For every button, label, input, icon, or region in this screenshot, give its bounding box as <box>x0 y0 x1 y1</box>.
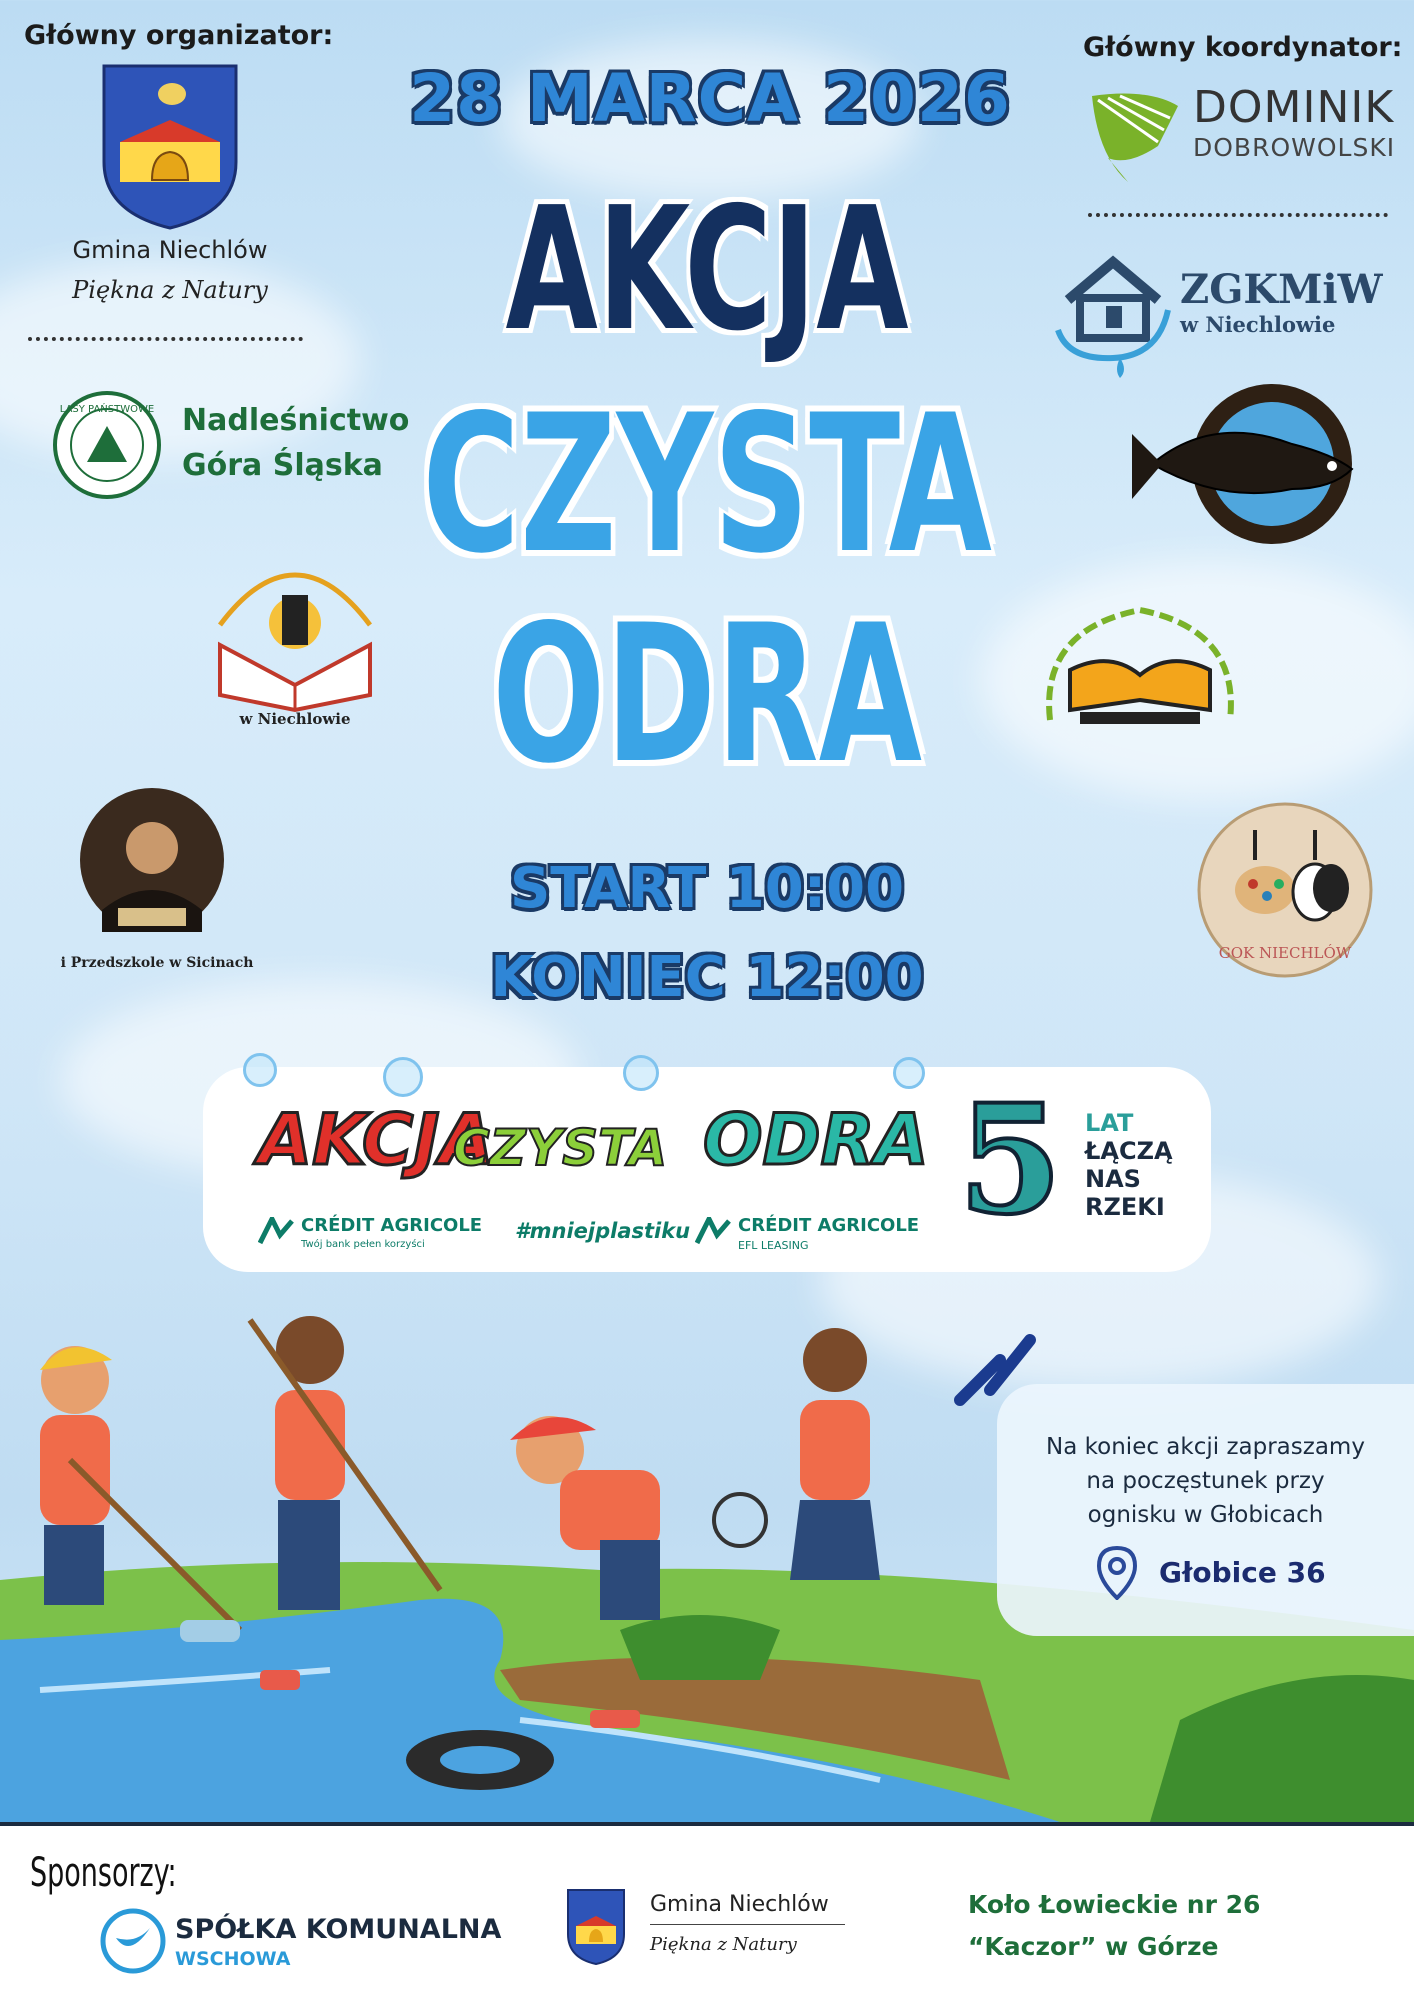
coordinator-name-line2: DOBROWOLSKI <box>1193 133 1396 162</box>
sponsors-label: Sponsorzy: <box>30 1850 177 1896</box>
years-text-line: RZEKI <box>1085 1193 1165 1221</box>
info-line: Na koniec akcji zapraszamy <box>1046 1434 1365 1460</box>
banner-word2: CZYSTA <box>453 1119 668 1177</box>
banner-word1: AKCJA <box>258 1099 494 1181</box>
sponsor1-line2: WSCHOWA <box>175 1948 291 1970</box>
info-line: na poczęstunek przy <box>1086 1468 1325 1494</box>
forest-service-badge-icon <box>52 390 162 500</box>
years-text-line: ŁĄCZĄ <box>1085 1137 1173 1165</box>
bubble <box>623 1055 659 1091</box>
hashtag: #mniejplastiku <box>515 1219 691 1243</box>
sponsor1-line1: SPÓŁKA KOMUNALNA <box>175 1914 502 1945</box>
divider <box>650 1924 845 1925</box>
banner-years-number: 5 <box>958 1072 1063 1248</box>
organizer-name: Gmina Niechlów <box>72 236 268 264</box>
info-text <box>997 1430 1414 1532</box>
organizer-motto: Piękna z Natury <box>72 276 268 304</box>
bubble <box>383 1057 423 1097</box>
coordinator-label: Główny koordynator: <box>1083 32 1403 63</box>
organizer-label: Główny organizator: <box>24 20 334 51</box>
forestry-name-line2: Góra Śląska <box>182 448 383 483</box>
sponsor1-tag: Twój bank pełen korzyści <box>301 1239 425 1250</box>
end-time: KONIEC 12:00 <box>490 945 924 1010</box>
credit-agricole-logo-icon <box>258 1217 294 1245</box>
location-text: Głobice 36 <box>1159 1556 1326 1589</box>
gmina-coat-of-arms-icon <box>566 1888 626 1966</box>
school-sicinach-portrait-icon <box>62 770 242 950</box>
sponsor2-motto: Piękna z Natury <box>650 1934 797 1955</box>
start-time: START 10:00 <box>509 856 905 921</box>
gok-name: GOK NIECHLÓW <box>1218 944 1352 962</box>
title-line1: AKCJA <box>505 171 909 369</box>
coordinator-name-line1: DOMINIK <box>1193 82 1395 133</box>
years-text-line: NAS <box>1085 1165 1141 1193</box>
title-line3: ODRA <box>492 584 922 805</box>
zgkmiw-name: ZGKMiW <box>1180 266 1383 313</box>
sponsor3-line1: Koło Łowieckie nr 26 <box>968 1890 1261 1919</box>
sponsors-footer <box>0 1826 1414 2000</box>
library-book-logo-icon <box>1030 590 1250 760</box>
location-pin-icon <box>1097 1546 1137 1600</box>
svg-text:LASY PAŃSTWOWE: LASY PAŃSTWOWE <box>59 404 155 415</box>
zgkmiw-sub: w Niechlowie <box>1180 312 1336 337</box>
school2-bottom-text: i Przedszkole w Sicinach <box>60 955 254 971</box>
event-date: 28 MARCA 2026 <box>409 60 1011 137</box>
banner-word3: ODRA <box>703 1099 929 1181</box>
forestry-name-line1: Nadleśnictwo <box>182 403 410 438</box>
anniversary-banner <box>203 1067 1211 1272</box>
bubble <box>243 1053 277 1087</box>
bubble <box>893 1057 925 1089</box>
school1-bottom-text: w Niechlowie <box>239 710 351 728</box>
credit-agricole-logo-icon <box>695 1217 731 1245</box>
years-text-line: LAT <box>1085 1109 1134 1137</box>
sponsor2-tag: EFL LEASING <box>738 1239 809 1252</box>
palm-leaf-logo-icon <box>1088 86 1182 186</box>
spiner-barycz-fish-logo-icon <box>1132 374 1377 554</box>
sponsor2-name: Gmina Niechlów <box>650 1892 829 1917</box>
info-line: ognisku w Głobicach <box>1087 1502 1324 1528</box>
banner-years-text <box>1085 1109 1173 1221</box>
zgkmiw-house-drop-icon <box>1048 240 1178 380</box>
sponsor3-line2: “Kaczor” w Górze <box>968 1932 1219 1961</box>
spolka-komunalna-logo-icon <box>100 1908 166 1974</box>
sponsor1-name: CRÉDIT AGRICOLE <box>301 1215 483 1236</box>
title-line2: CZYSTA <box>422 374 992 595</box>
school-niechlow-logo-icon <box>200 535 390 715</box>
afterparty-info-box <box>997 1384 1414 1636</box>
sponsor2-name: CRÉDIT AGRICOLE <box>738 1215 920 1236</box>
